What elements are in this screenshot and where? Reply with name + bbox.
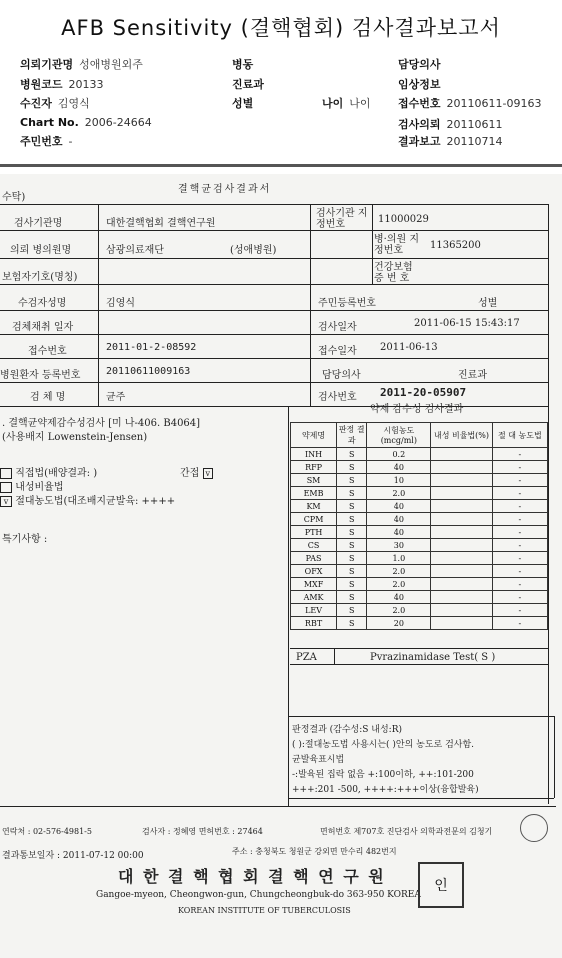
- exam-org: 대한결핵협회 결핵연구원: [106, 218, 216, 229]
- header-field-4-c: [398, 133, 503, 149]
- table-cell: -: [492, 604, 547, 617]
- indirect-label: 간접: [180, 468, 200, 479]
- side-label: 수탁): [2, 192, 26, 203]
- drug-table-header: 판정 결과: [337, 423, 367, 448]
- header-field-0-a-label: 의뢰기관명: [20, 58, 74, 71]
- org-en-addr: Gangoe-myeon, Cheongwon-gun, Chungcheongbuk-do 363-950 KOREA: [96, 890, 421, 900]
- table-cell: RFP: [291, 461, 337, 474]
- header-field-4-a-value: -: [68, 135, 73, 148]
- notes-label: 특기사항 :: [2, 534, 48, 545]
- receipt-label: 접수번호: [28, 346, 67, 357]
- table-cell: SM: [291, 474, 337, 487]
- table-cell: S: [337, 513, 367, 526]
- table-row: [291, 513, 548, 526]
- org-name: 대 한 결 핵 협 회 결 핵 연 구 원: [118, 867, 386, 886]
- table-cell: [431, 604, 492, 617]
- table-cell: S: [337, 604, 367, 617]
- notify-date: 결과통보일자 : 2011-07-12 00:00: [2, 851, 144, 861]
- table-cell: RBT: [291, 617, 337, 630]
- report-heading: 결핵균검사결과서: [178, 184, 272, 195]
- table-cell: S: [337, 591, 367, 604]
- address: 주소 : 충청북도 청원군 강외면 만수리 482번지: [232, 847, 397, 856]
- collect-label: 검체채취 일자: [12, 322, 74, 333]
- table-cell: S: [337, 617, 367, 630]
- drug-table-header: 약제명: [291, 423, 337, 448]
- reg-label: 병원환자 등록번호: [0, 370, 81, 381]
- table-cell: PAS: [291, 552, 337, 565]
- table-cell: S: [337, 461, 367, 474]
- req: 삼광의료재단: [106, 245, 164, 256]
- table-cell: -: [492, 539, 547, 552]
- exam-org-label: 검사기관명: [14, 218, 63, 229]
- table-cell: [431, 565, 492, 578]
- table-cell: [431, 487, 492, 500]
- table-row: [291, 604, 548, 617]
- legend-line: 균발육표시법: [292, 755, 345, 765]
- table-cell: S: [337, 578, 367, 591]
- table-row: [291, 539, 548, 552]
- table-cell: -: [492, 565, 547, 578]
- table-cell: [431, 448, 492, 461]
- ratio-label: 내성비율법: [15, 482, 64, 493]
- header-field-1-a-label: 병원코드: [20, 78, 63, 91]
- absolute-checkbox: v: [0, 496, 12, 507]
- header-field-4-a-label: 주민번호: [20, 135, 63, 148]
- header-field-1-a: [20, 76, 104, 92]
- header-divider: [0, 164, 562, 167]
- table-cell: 40: [367, 461, 431, 474]
- header-field-0-c: [398, 56, 447, 72]
- header-field-3-c-label: 검사의뢰: [398, 118, 441, 131]
- table-row: [291, 617, 548, 630]
- pza-label: PZA: [296, 652, 317, 663]
- insurance-id-label: 건강보험 증 번 호: [374, 262, 413, 284]
- table-cell: CS: [291, 539, 337, 552]
- header-field-3-c: [398, 116, 503, 132]
- table-cell: -: [492, 552, 547, 565]
- table-cell: INH: [291, 448, 337, 461]
- table-cell: [431, 500, 492, 513]
- table-row: [291, 591, 548, 604]
- header-field-2-c-value: 20110611-09163: [446, 97, 542, 110]
- exam-no-label: 검사번호: [318, 392, 357, 403]
- scanned-report: [0, 174, 562, 958]
- table-cell: [431, 526, 492, 539]
- clinic: 11365200: [430, 240, 481, 251]
- indirect-method: [180, 464, 213, 479]
- table-row: [291, 461, 548, 474]
- header-field-1-c-label: 임상정보: [398, 78, 441, 91]
- table-cell: S: [337, 448, 367, 461]
- header-field-2-a-value: 김영식: [57, 97, 90, 110]
- receipt: 2011-01-2-08592: [106, 342, 197, 353]
- table-cell: -: [492, 474, 547, 487]
- table-cell: 40: [367, 500, 431, 513]
- header-field-2-b: [232, 95, 259, 111]
- method: . 결핵균약제감수성검사 [미 나-406. B4064]: [2, 418, 201, 429]
- table-cell: PTH: [291, 526, 337, 539]
- table-cell: 40: [367, 591, 431, 604]
- exam-no: 2011-20-05907: [380, 386, 467, 399]
- table-cell: [431, 513, 492, 526]
- patient: 김영식: [106, 298, 135, 309]
- header-field-3-a-label: Chart No.: [20, 116, 79, 129]
- medium: (사용배지 Lowenstein-Jensen): [2, 432, 148, 443]
- license: 면허번호 제707호 진단검사 의학과전문의 김청기: [320, 827, 493, 836]
- specimen-label: 검 체 명: [30, 392, 66, 403]
- receipt-date: 2011-06-13: [380, 342, 438, 353]
- legend-line: ( ):절대농도법 사용시는( )안의 농도로 검사함.: [292, 740, 475, 750]
- table-cell: KM: [291, 500, 337, 513]
- exam-date-label: 검사일자: [318, 322, 357, 333]
- header-field-2-a: [20, 95, 90, 111]
- table-cell: S: [337, 487, 367, 500]
- table-row: [291, 487, 548, 500]
- table-row: [291, 448, 548, 461]
- table-cell: S: [337, 474, 367, 487]
- table-cell: -: [492, 526, 547, 539]
- header-field-1-b-label: 진료과: [232, 78, 264, 91]
- table-row: [291, 474, 548, 487]
- header-field-2-age: [322, 95, 371, 111]
- table-cell: [431, 474, 492, 487]
- header-field-0-a: [20, 56, 143, 72]
- header-field-3-a-value: 2006-24664: [84, 116, 152, 129]
- header-field-2-c: [398, 95, 541, 111]
- contact: 연락처 : 02-576-4981-5: [2, 827, 92, 836]
- table-cell: 40: [367, 513, 431, 526]
- table-cell: MXF: [291, 578, 337, 591]
- header-field-0-b: [232, 56, 259, 72]
- table-cell: AMK: [291, 591, 337, 604]
- table-cell: [431, 461, 492, 474]
- table-cell: S: [337, 526, 367, 539]
- absolute-label: 절대농도법(대조배지균발육: ++++: [15, 496, 176, 507]
- indirect-checkbox: v: [203, 468, 214, 479]
- legend-line: -:발육된 집락 없음 +:100이하, ++:101-200: [292, 770, 474, 780]
- table-cell: -: [492, 448, 547, 461]
- table-cell: S: [337, 539, 367, 552]
- header-field-1-a-value: 20133: [68, 78, 104, 91]
- table-cell: [431, 591, 492, 604]
- report-title: AFB Sensitivity (결핵협회) 검사결과보고서: [61, 16, 501, 40]
- pza-result: Pvrazinamidase Test( S ): [370, 652, 496, 663]
- header-field-4-c-value: 20110714: [446, 135, 503, 148]
- table-cell: -: [492, 500, 547, 513]
- table-cell: 0.2: [367, 448, 431, 461]
- header-field-4-c-label: 결과보고: [398, 135, 441, 148]
- req2: (성애병원): [230, 245, 277, 256]
- drug-table-title: 약제 감수성 검사결과: [370, 404, 464, 415]
- header-field-3-c-value: 20110611: [446, 118, 503, 131]
- table-cell: S: [337, 565, 367, 578]
- drug-table: [290, 422, 548, 630]
- header-field-1-b: [232, 76, 270, 92]
- table-cell: S: [337, 552, 367, 565]
- table-cell: 2.0: [367, 578, 431, 591]
- direct-method: [0, 464, 97, 479]
- table-cell: -: [492, 513, 547, 526]
- table-cell: -: [492, 591, 547, 604]
- header-field-2-a-label: 수진자: [20, 97, 52, 110]
- table-cell: [431, 617, 492, 630]
- header-field-2-age-value: 나이: [349, 97, 371, 110]
- license-seal: [520, 814, 548, 842]
- header-field-4-a: [20, 133, 73, 149]
- table-cell: [431, 578, 492, 591]
- table-cell: -: [492, 578, 547, 591]
- designated: 11000029: [378, 214, 429, 225]
- drug-table-header: 절 대 농도법: [492, 423, 547, 448]
- header-field-0-a-value: 성애병원외주: [79, 58, 143, 71]
- clinic-label: 병·의원 지정번호: [374, 234, 419, 256]
- drug-table-header: 시험농도 (mcg/ml): [367, 423, 431, 448]
- header-field-0-b-label: 병동: [232, 58, 254, 71]
- table-cell: 2.0: [367, 565, 431, 578]
- insurance-label: 보험자기호(명칭): [2, 272, 78, 283]
- header-field-2-age-label: 나이: [322, 97, 344, 110]
- table-row: [291, 578, 548, 591]
- table-cell: 40: [367, 526, 431, 539]
- table-cell: -: [492, 487, 547, 500]
- legend-line: 판정결과 (감수성:S 내성:R): [292, 725, 402, 735]
- table-cell: 30: [367, 539, 431, 552]
- table-cell: [431, 539, 492, 552]
- table-cell: [431, 552, 492, 565]
- table-cell: 2.0: [367, 487, 431, 500]
- header-field-1-c: [398, 76, 447, 92]
- examiner: 검사자 : 정혜영 면허번호 : 27464: [142, 827, 263, 836]
- doctor-label: 담당의사: [322, 370, 361, 381]
- table-row: [291, 565, 548, 578]
- table-cell: OFX: [291, 565, 337, 578]
- table-cell: -: [492, 617, 547, 630]
- legend-line: +++:201 -500, ++++:+++이상(융합발육): [292, 785, 479, 795]
- table-cell: S: [337, 500, 367, 513]
- table-cell: -: [492, 461, 547, 474]
- header-field-2-b-label: 성별: [232, 97, 254, 110]
- table-cell: 10: [367, 474, 431, 487]
- exam-date: 2011-06-15 15:43:17: [414, 318, 520, 329]
- receipt-date-label: 접수일자: [318, 346, 357, 357]
- table-cell: LEV: [291, 604, 337, 617]
- reg: 20110611009163: [106, 366, 191, 377]
- table-cell: CPM: [291, 513, 337, 526]
- seal-stamp: 인: [418, 862, 464, 908]
- table-cell: 2.0: [367, 604, 431, 617]
- direct-label: 직접법(배양결과: ): [15, 468, 98, 479]
- drug-table-header: 내성 비율법(%): [431, 423, 492, 448]
- patient-label: 수검자성명: [18, 298, 67, 309]
- table-cell: 20: [367, 617, 431, 630]
- table-cell: 1.0: [367, 552, 431, 565]
- specimen: 균주: [106, 392, 126, 403]
- header-field-0-c-label: 담당의사: [398, 58, 441, 71]
- ratio-method: [0, 478, 64, 493]
- dept-label: 진료과: [458, 370, 487, 381]
- table-cell: EMB: [291, 487, 337, 500]
- header-field-2-c-label: 접수번호: [398, 97, 441, 110]
- designated-label: 검사기관 지정번호: [316, 208, 368, 230]
- org-en: KOREAN INSTITUTE OF TUBERCULOSIS: [178, 906, 351, 915]
- rrn-label: 주민등록번호: [318, 298, 376, 309]
- table-row: [291, 552, 548, 565]
- header-field-3-a: [20, 116, 152, 129]
- table-row: [291, 500, 548, 513]
- sex-label: 성별: [478, 298, 498, 309]
- req-label: 의뢰 병의원명: [10, 245, 72, 256]
- absolute-method: [0, 492, 175, 507]
- table-row: [291, 526, 548, 539]
